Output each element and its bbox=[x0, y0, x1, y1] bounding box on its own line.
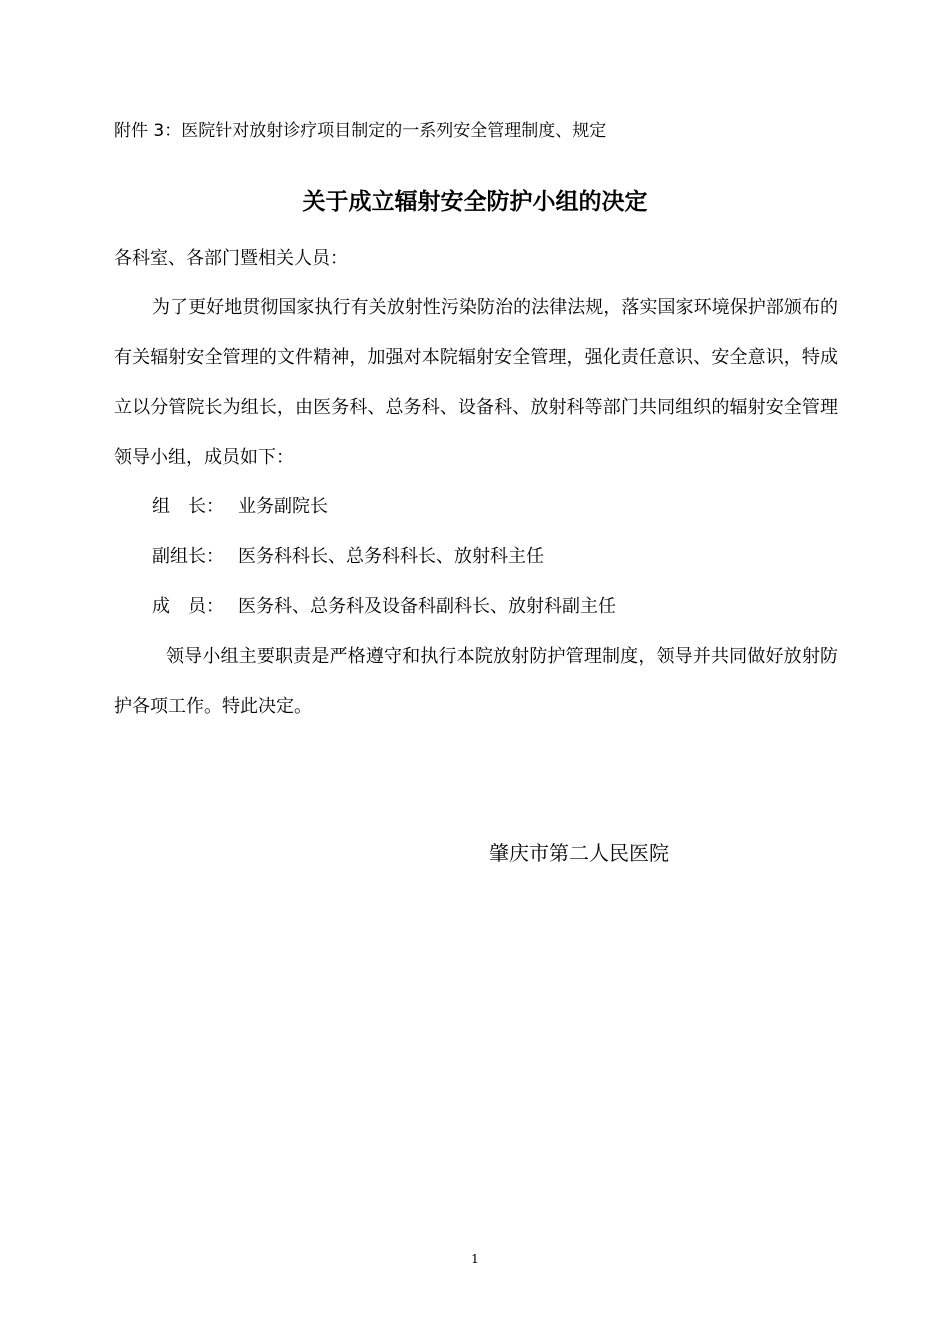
member-role-label: 成 员： bbox=[152, 596, 224, 617]
member-line-leader bbox=[152, 492, 328, 522]
signature-organization: 肇庆市第二人民医院 bbox=[489, 841, 669, 865]
member-role-value: 医务科、总务科及设备科副科长、放射科副主任 bbox=[238, 596, 616, 617]
attachment-label: 附件 3：医院针对放射诊疗项目制定的一系列安全管理制度、规定 bbox=[114, 121, 607, 141]
member-role-label: 副组长： bbox=[152, 546, 224, 567]
salutation: 各科室、各部门暨相关人员： bbox=[114, 248, 348, 269]
member-line-members bbox=[152, 592, 616, 622]
member-role-value: 业务副院长 bbox=[238, 496, 328, 517]
member-line-deputy bbox=[152, 542, 544, 572]
body-paragraph-duties: 领导小组主要职责是严格遵守和执行本院放射防护管理制度，领导并共同做好放射防护各项工作。特此决定。 bbox=[114, 646, 838, 717]
member-role-value: 医务科科长、总务科科长、放射科主任 bbox=[238, 546, 544, 567]
body-paragraph-intro: 为了更好地贯彻国家执行有关放射性污染防治的法律法规，落实国家环境保护部颁布的有关辐射安全管理的文件精神，加强对本院辐射安全管理，强化责任意识、安全意识，特成立以分管院长为组长，由医务科、总务科、设备科、放射科等部门共同组织的辐射安全管理领导小组，成员如下： bbox=[114, 297, 838, 468]
member-role-label: 组 长： bbox=[152, 496, 224, 517]
document-title: 关于成立辐射安全防护小组的决定 bbox=[302, 189, 648, 215]
page-number: 1 bbox=[471, 1252, 479, 1266]
